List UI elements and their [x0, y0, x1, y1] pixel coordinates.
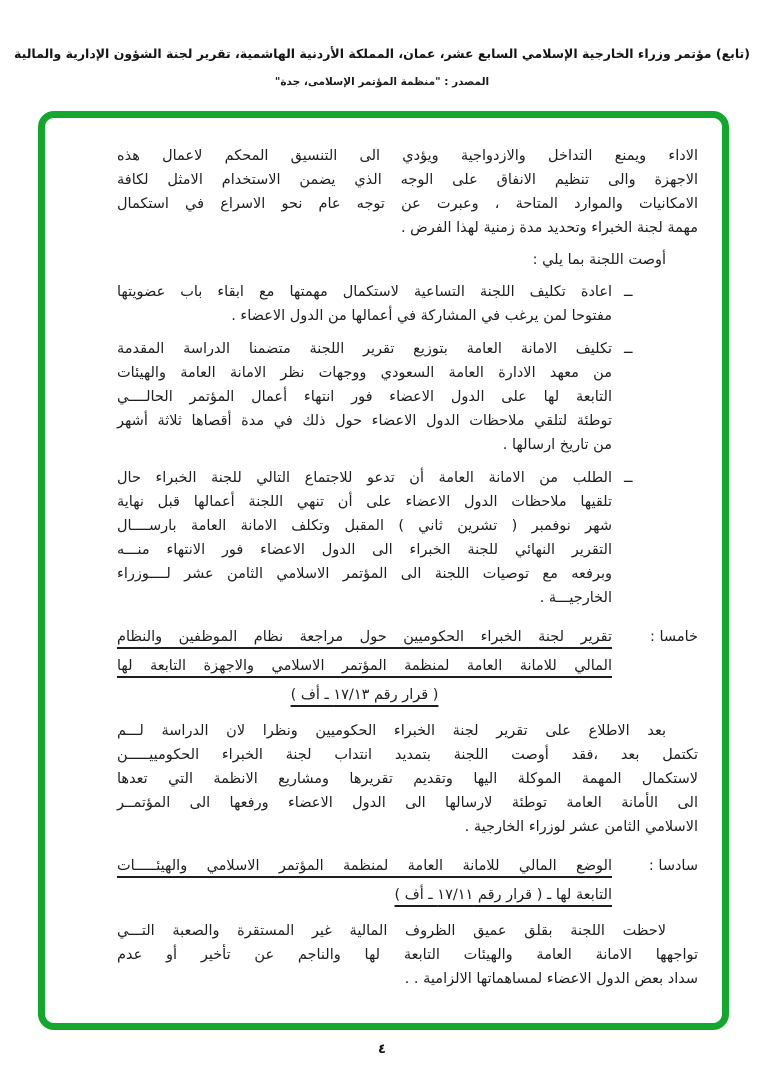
- text-line: الامكانيات والموارد المتاحة ، وعبرت عن توجه عام نحو الاسراع في استكمال: [117, 196, 698, 212]
- section-label: سادسا :: [648, 858, 698, 874]
- section-title: [117, 623, 612, 710]
- text-line: الطلب من الامانة العامة أن تدعو للاجتماع التالي للجنة الخبراء حال: [117, 470, 612, 486]
- text-line: توطئة لتلقي ملاحظات الدول الاعضاء حول ذلك في مدة أقصاها ثلاثة أشهر: [117, 413, 612, 429]
- bullet-item: [117, 280, 698, 328]
- paragraph: [117, 144, 698, 240]
- text-line: التقرير النهائي للجنة الخبراء الى الدول الاعضاء فور الانتهاء منـــه: [117, 542, 612, 558]
- text-line: الخارجيـــة .: [539, 590, 612, 606]
- text-line: مهمة لجنة الخبراء وتحديد مدة زمنية لهذا الفرض .: [400, 220, 698, 236]
- section-title: [117, 852, 612, 910]
- paragraph: [117, 919, 698, 991]
- text-line: تواجهها الامانة العامة والهيئات التابعة لها والناجم عن تأخير أو عدم: [117, 947, 698, 963]
- text-line: الاداء ويمنع التداخل والازدواجية ويؤدي الى التنسيق المحكم لاعمال هذه: [117, 148, 698, 164]
- text-line: مفتوحا لمن يرغب في المشاركة في أعمالها من الدول الاعضاء .: [231, 308, 612, 324]
- text-line: من معهد الادارة العامة السعودي ووجهات نظر الامانة العامة والهيئات: [117, 365, 612, 381]
- text-line: شهر نوفمبر ( تشرين ثاني ) المقبل وتكلف الامانة العامة بارســــال: [117, 518, 612, 534]
- source-line: المصدر : "منظمة المؤتمر الإسلامى، جدة": [274, 76, 490, 88]
- text-line: الاسلامي الثامن عشر لوزراء الخارجية .: [464, 819, 698, 835]
- bullet-dash-icon: ــ: [624, 341, 633, 357]
- bullet-text: [117, 337, 612, 457]
- text-line: المالي للامانة العامة لمنظمة المؤتمر الاسلامي والاجهزة التابعة لها: [117, 658, 612, 674]
- text-line: تكليف الامانة العامة بتوزيع تقرير اللجنة متضمنا الدراسة المقدمة: [117, 341, 612, 357]
- document-header-title: (تابع) مؤتمر وزراء الخارجية الإسلامي السابع عشر، عمان، المملكة الأردنية الهاشمية، تقرير لجنة الشؤون الإدارية والمالية: [14, 46, 750, 61]
- bullet-dash-icon: ــ: [624, 470, 633, 486]
- text-line: التابعة لها ـ ( قرار رقم ١٧/١١ ـ أف ): [394, 887, 612, 903]
- document-body: [45, 118, 722, 1023]
- section-heading: [117, 852, 698, 910]
- text-line: لاحظت اللجنة بقلق عميق الظروف المالية غير المستقرة والصعبة التـــي: [117, 923, 666, 939]
- bullet-item: [117, 337, 698, 457]
- paragraph: [117, 248, 698, 272]
- text-line: سداد بعض الدول الاعضاء لمساهماتها الالزامية . .: [404, 971, 698, 987]
- section-label: خامسا :: [650, 629, 698, 645]
- bullet-text: [117, 280, 612, 328]
- text-line: بعد الاطلاع على تقرير لجنة الخبراء الحكوميين ونظرا لان الدراسة لـــم: [117, 723, 666, 739]
- text-line: اعادة تكليف اللجنة التساعية لاستكمال مهمتها مع ابقاء باب عضويتها: [117, 284, 612, 300]
- bullet-text: [117, 466, 612, 610]
- bullet-item: [117, 466, 698, 610]
- text-line: تكتمل بعد ،فقد أوصت اللجنة بتمديد انتداب لجنة الخبراء الحكومييـــــن: [117, 747, 698, 763]
- text-line: لاستكمال المهمة الموكلة اليها وتقديم تقريرها ومشاريع الانظمة التي تعدها: [117, 771, 698, 787]
- text-line: الاجهزة والى تنظيم الانفاق على الوجه الذي يضمن الاستخدام الامثل لكافة: [117, 172, 698, 188]
- text-line: أوصت اللجنة بما يلي :: [532, 252, 666, 268]
- text-line: تلقيها ملاحظات الدول الاعضاء على أن تنهي اللجنة أعمالها قبل نهاية: [117, 494, 612, 510]
- text-line: ( قرار رقم ١٧/١٣ ـ أف ): [290, 687, 439, 703]
- text-line: من تاريخ ارسالها .: [502, 437, 612, 453]
- page-number: ٤: [378, 1042, 386, 1057]
- bullet-dash-icon: ــ: [624, 284, 633, 300]
- text-line: الى الأمانة العامة توطئة لارسالها الى الدول الاعضاء ورفعها الى المؤتمــر: [117, 795, 698, 811]
- text-line: التابعة لها على الدول الاعضاء فور انتهاء أعمال المؤتمر الحالــــي: [117, 389, 612, 405]
- text-line: الوضع المالي للامانة العامة لمنظمة المؤتمر الاسلامي والهيئـــــات: [117, 858, 612, 874]
- paragraph: [117, 719, 698, 839]
- section-heading: [117, 623, 698, 710]
- text-line: تقرير لجنة الخبراء الحكوميين حول مراجعة نظام الموظفين والنظام: [117, 629, 612, 645]
- text-line: وبرفعه مع توصيات اللجنة الى المؤتمر الاسلامي الثامن عشر لــــوزراء: [117, 566, 612, 582]
